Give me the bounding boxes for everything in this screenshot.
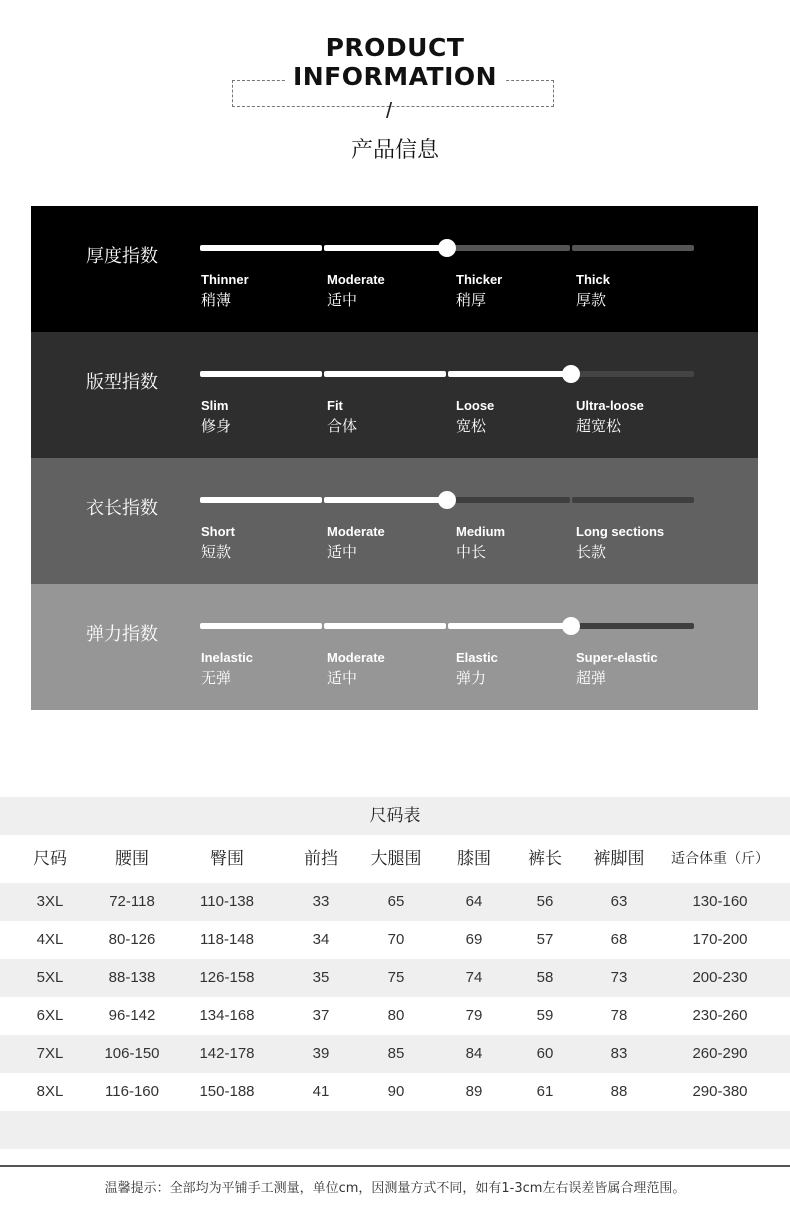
index-track-segment [448, 623, 570, 629]
table-cell: 4XL [36, 931, 64, 948]
table-cell: 35 [312, 969, 330, 986]
table-cell: 85 [387, 1045, 405, 1062]
table-cell: 56 [536, 893, 554, 910]
index-option [576, 650, 658, 689]
table-cell: 39 [312, 1045, 330, 1062]
table-cell: 83 [610, 1045, 628, 1062]
index-option-en: Thick [576, 272, 610, 287]
title-line-2: INFORMATION [292, 62, 498, 91]
index-track-segment [448, 371, 570, 377]
index-track [200, 245, 694, 251]
size-table-header-cell: 裤脚围 [593, 849, 645, 869]
index-track-segment [324, 497, 446, 503]
table-cell: 200-230 [692, 969, 748, 986]
table-cell: 73 [610, 969, 628, 986]
index-track-segment [200, 245, 322, 251]
table-cell: 69 [465, 931, 483, 948]
index-option [201, 272, 249, 311]
index-track-segment [572, 245, 694, 251]
table-row [0, 1073, 790, 1111]
index-option-en: Inelastic [201, 650, 254, 665]
index-option [576, 272, 610, 311]
index-option [327, 398, 357, 437]
index-option [576, 398, 644, 437]
table-cell: 88 [610, 1083, 628, 1100]
title-line-1: PRODUCT [325, 33, 465, 62]
table-cell: 60 [536, 1045, 554, 1062]
table-cell: 170-200 [692, 931, 748, 948]
index-option-cn: 稍厚 [456, 291, 487, 309]
size-table-header-cell: 大腿围 [370, 849, 422, 869]
table-cell: 63 [610, 893, 628, 910]
size-table-title: 尺码表 [0, 797, 790, 835]
index-option-en: Thicker [456, 272, 503, 287]
index-option-en: Elastic [456, 650, 498, 665]
index-track-segment [448, 497, 570, 503]
index-panel [31, 206, 758, 332]
index-option-cn: 修身 [201, 417, 232, 435]
index-option [576, 524, 664, 563]
table-cell: 96-142 [108, 1007, 156, 1024]
index-option-cn: 适中 [327, 291, 358, 309]
index-option-cn: 弹力 [456, 669, 487, 687]
index-option [456, 524, 505, 563]
index-option-en: Medium [456, 524, 506, 539]
index-track-segment [572, 497, 694, 503]
index-panel [31, 584, 758, 710]
index-option-cn: 适中 [327, 669, 358, 687]
index-level-knob [438, 239, 456, 257]
index-track-segment [324, 623, 446, 629]
index-track-segment [324, 245, 446, 251]
index-option [201, 398, 231, 437]
measurement-note: 温馨提示：全部均为平铺手工测量，单位cm，因测量方式不同，如有1-3cm左右误差皆属合理范围。 [104, 1181, 686, 1196]
size-table-header-cell: 臀围 [210, 849, 244, 869]
index-option-cn: 无弹 [201, 669, 232, 687]
index-option-en: Moderate [327, 272, 385, 287]
size-table [0, 797, 790, 1149]
table-cell: 78 [610, 1007, 628, 1024]
table-cell: 130-160 [692, 893, 748, 910]
table-cell: 72-118 [109, 893, 155, 910]
table-cell: 89 [465, 1083, 483, 1100]
index-option-cn: 合体 [327, 417, 358, 435]
table-cell: 7XL [36, 1045, 64, 1062]
index-track-segment [200, 371, 322, 377]
table-row [0, 883, 790, 921]
table-cell: 33 [312, 893, 330, 910]
table-cell: 70 [387, 931, 405, 948]
index-label: 厚度指数 [86, 246, 158, 267]
index-track-segment [448, 245, 570, 251]
index-option-cn: 厚款 [576, 291, 607, 309]
index-track-segment [200, 623, 322, 629]
index-option [327, 650, 385, 689]
index-option [456, 398, 494, 437]
table-cell: 65 [387, 893, 405, 910]
index-option [201, 650, 253, 689]
index-track-segment [572, 623, 694, 629]
index-option-cn: 中长 [456, 543, 487, 561]
size-table-header-cell: 腰围 [115, 849, 149, 869]
index-panels [31, 206, 758, 710]
index-option-en: Ultra-loose [576, 398, 644, 413]
index-option [327, 524, 385, 563]
table-cell: 90 [387, 1083, 405, 1100]
table-cell: 3XL [36, 893, 64, 910]
index-level-knob [562, 617, 580, 635]
table-cell: 74 [465, 969, 483, 986]
table-cell: 59 [536, 1007, 554, 1024]
size-table-header-cell: 膝围 [457, 849, 491, 869]
index-track [200, 497, 694, 503]
index-option-en: Slim [201, 398, 229, 413]
table-cell: 79 [465, 1007, 483, 1024]
table-cell: 80 [387, 1007, 405, 1024]
table-cell: 75 [387, 969, 405, 986]
index-option-cn: 适中 [327, 543, 358, 561]
index-option-cn: 稍薄 [201, 291, 232, 309]
index-option-en: Super-elastic [576, 650, 658, 665]
table-cell: 134-168 [199, 1007, 255, 1024]
table-cell: 260-290 [692, 1045, 748, 1062]
table-row [0, 921, 790, 959]
title-slash: / [386, 98, 393, 123]
table-cell: 5XL [36, 969, 64, 986]
table-cell: 6XL [36, 1007, 64, 1024]
index-option [456, 272, 502, 311]
index-option-cn: 超宽松 [576, 417, 622, 435]
table-cell: 290-380 [692, 1083, 748, 1100]
table-cell: 118-148 [200, 931, 254, 948]
cn-title: 产品信息 [350, 138, 439, 163]
table-cell: 41 [312, 1083, 330, 1100]
table-cell: 106-150 [104, 1045, 160, 1062]
table-row [0, 997, 790, 1035]
index-option [327, 272, 385, 311]
table-cell: 68 [610, 931, 628, 948]
index-panel [31, 458, 758, 584]
index-option-en: Long sections [576, 524, 665, 539]
table-cell: 116-160 [105, 1083, 159, 1100]
table-cell: 57 [536, 931, 554, 948]
page-title [285, 33, 505, 91]
table-cell: 37 [312, 1007, 330, 1024]
index-option-en: Fit [327, 398, 343, 413]
table-cell: 80-126 [108, 931, 156, 948]
table-cell: 64 [465, 893, 483, 910]
size-table-header-cell: 适合体重（斤） [671, 851, 769, 867]
index-option [456, 650, 498, 689]
table-cell: 110-138 [200, 893, 254, 910]
size-table-body [0, 883, 790, 1111]
index-track [200, 371, 694, 377]
index-option-en: Short [201, 524, 235, 539]
index-option-en: Loose [456, 398, 495, 413]
size-table-header [0, 835, 790, 883]
table-cell: 230-260 [692, 1007, 748, 1024]
table-cell: 88-138 [108, 969, 156, 986]
table-row [0, 1035, 790, 1073]
index-track-segment [572, 371, 694, 377]
index-option [201, 524, 235, 563]
size-table-header-cell: 尺码 [33, 849, 67, 869]
table-cell: 58 [536, 969, 554, 986]
index-option-cn: 超弹 [576, 669, 607, 687]
index-option-en: Moderate [327, 524, 385, 539]
index-option-cn: 短款 [201, 543, 232, 561]
index-option-en: Thinner [201, 272, 249, 287]
table-row [0, 959, 790, 997]
table-cell: 150-188 [199, 1083, 255, 1100]
table-cell: 126-158 [199, 969, 255, 986]
index-label: 版型指数 [86, 372, 158, 393]
size-table-header-cell: 前挡 [304, 849, 338, 869]
index-option-cn: 长款 [576, 543, 607, 561]
index-track-segment [324, 371, 446, 377]
index-track [200, 623, 694, 629]
index-level-knob [438, 491, 456, 509]
table-cell: 84 [465, 1045, 483, 1062]
index-label: 弹力指数 [86, 624, 158, 645]
index-track-segment [200, 497, 322, 503]
table-cell: 61 [536, 1083, 554, 1100]
table-cell: 8XL [36, 1083, 64, 1100]
index-option-cn: 宽松 [456, 417, 487, 435]
table-cell: 34 [312, 931, 330, 948]
table-cell: 142-178 [199, 1045, 255, 1062]
note-divider [0, 1165, 790, 1167]
index-option-en: Moderate [327, 650, 385, 665]
size-table-header-cell: 裤长 [528, 849, 562, 869]
product-info-header [0, 0, 790, 200]
size-table-empty-row [0, 1111, 790, 1149]
index-label: 衣长指数 [86, 498, 158, 519]
index-panel [31, 332, 758, 458]
index-level-knob [562, 365, 580, 383]
